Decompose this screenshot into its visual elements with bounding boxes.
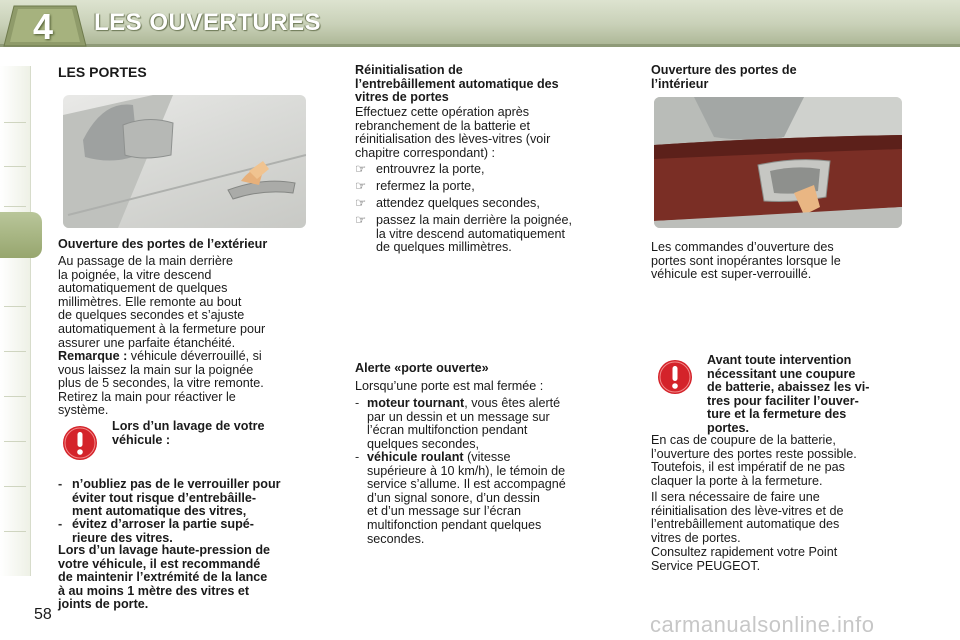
text-line: rieure des vitres. [72,530,173,545]
text-line: de quelques secondes et s’ajuste [58,308,245,323]
text-line: claquer la porte à la fermeture. [651,473,823,488]
text-line: Lors d’un lavage haute-pression de [58,543,271,557]
tab-divider [4,122,26,123]
exterior-heading: Ouverture des portes de l’extérieur [58,237,268,251]
text-line: l’ouverture des portes reste possible. [651,446,857,461]
bullet-marker: - [58,477,63,491]
alert-condition: véhicule roulant [367,450,464,464]
text-line: Les commandes d’ouverture des [651,240,834,254]
bullet-marker: - [355,450,360,464]
text-line: automatiquement à la fermeture pour [58,321,266,336]
alert-condition: moteur tournant [367,396,465,410]
text-line: réinitialisation des lèves-vitres (voir [355,132,551,147]
tab-divider [4,351,26,352]
battery-paragraph [651,434,903,488]
remark-label: Remarque : [58,349,128,363]
tab-divider [4,306,26,307]
text-line: millimètres. Elle remonte au bout [58,294,242,309]
interior-door-photo [654,97,902,228]
text-line: véhicule est super-verrouillé. [651,267,812,282]
battery-warning-title [707,354,903,436]
wash-item [58,518,308,546]
text-line: portes sont inopérantes lorsque le [651,253,841,268]
tab-divider [4,441,26,442]
exterior-handle-illustration [63,95,306,228]
text-line: à au moins 1 mètre des vitres et [58,583,250,598]
pressure-wash-paragraph [58,544,308,612]
text-line: secondes. [367,531,425,546]
interior-heading [651,64,903,91]
alert-item [355,451,605,547]
exterior-door-photo [63,95,306,228]
text-line: réinitialisation des lève-vitres et de [651,503,844,518]
wash-item [58,478,308,518]
text-line: service s’allume. Il est accompagné [367,477,566,492]
text-line: votre véhicule, il est recommandé [58,556,261,571]
text-line: système. [58,403,109,418]
interior-handle-illustration [654,97,902,228]
text-line: par un dessin et un message sur [367,409,550,424]
text-line: la vitre descend automatiquement [376,226,566,241]
warning-icon [657,359,693,395]
pointing-hand-icon: ☞ [355,179,367,193]
reinit-heading [355,64,605,105]
text-line: Retirez la main pour réactiver le [58,389,236,404]
text-line: attendez quelques secondes, [376,196,540,210]
text-line: l’intérieur [651,76,709,91]
alert-heading: Alerte «porte ouverte» [355,361,489,375]
wash-warning-title [112,420,308,447]
text-line: Lors d’un lavage de votre [112,419,265,433]
text-line: et d’un message sur l’écran [367,504,522,519]
step-item [355,163,605,177]
alert-item [355,397,605,453]
text-line: Ouverture des portes de [651,63,797,77]
bullet-marker: - [355,396,360,410]
text-line: l’écran multifonction pendant [367,423,528,438]
text-line: Toutefois, il est impératif de ne pas [651,460,845,475]
section-title: LES PORTES [58,64,147,80]
reinit-paragraph [355,106,605,160]
text-line: Avant toute intervention [707,353,852,367]
text-line: Service PEUGEOT. [651,558,761,573]
chapter-tab-strip [0,66,31,576]
watermark: carmanualsonline.info [650,612,875,637]
text-line: n’oubliez pas de le verrouiller pour [72,477,281,491]
text-line: En cas de coupure de la batterie, [651,433,836,447]
text-line: Effectuez cette opération après [355,105,530,119]
pointing-hand-icon: ☞ [355,196,367,210]
text-line: la poignée, la vitre descend [58,267,212,282]
text-line: , vous êtes alerté [464,396,561,410]
text-line: quelques secondes, [367,436,480,451]
text-line: de maintenir l’extrémité de la lance [58,570,268,585]
text-line: automatiquement de quelques [58,281,228,296]
page-title: LES OUVERTURES [94,9,322,36]
text-line: vitres de portes. [651,530,741,545]
step-item [355,197,605,211]
text-line: passez la main derrière la poignée, [376,213,573,227]
text-line: plus de 5 secondes, la vitre remonte. [58,376,264,391]
text-line: Au passage de la main derrière [58,254,234,268]
text-line: Consultez rapidement votre Point [651,545,838,559]
text-line: nécessitant une coupure [707,366,856,381]
battery-paragraph [651,491,903,545]
alert-intro: Lorsqu’une porte est mal fermée : [355,379,544,393]
text-line: rebranchement de la batterie et [355,118,531,133]
text-line: ment automatique des vitres, [72,504,247,519]
text-line: multifonction pendant quelques [367,517,542,532]
text-line: l’entrebâillement automatique des [651,517,840,532]
text-line: évitez d’arroser la partie supé- [72,517,254,531]
text-line: (vitesse [463,450,511,464]
text-line: d’un signal sonore, d’un dessin [367,490,540,505]
header-divider [0,44,960,47]
exterior-paragraph [58,255,308,350]
interior-paragraph [651,241,903,282]
text-line: véhicule déverrouillé, si [130,349,262,363]
text-line: de quelques millimètres. [376,240,512,255]
bullet-marker: - [58,517,63,531]
text-line: vous laissez la main sur la poignée [58,362,254,377]
step-item [355,180,605,194]
tab-divider [4,206,26,207]
text-line: Il sera nécessaire de faire une [651,490,820,504]
page-number: 58 [34,606,52,623]
text-line: supérieure à 10 km/h), le témoin de [367,463,566,478]
pointing-hand-icon: ☞ [355,213,367,227]
text-line: éviter tout risque d’entrebâille- [72,490,257,505]
text-line: assurer une parfaite étanchéité. [58,335,236,350]
battery-paragraph [651,546,903,573]
chapter-tab-active[interactable] [0,212,42,258]
text-line: de batterie, abaissez les vi- [707,380,870,395]
text-line: tres pour faciliter l’ouver- [707,393,859,408]
text-line: Réinitialisation de [355,63,463,77]
text-line: véhicule : [112,432,171,447]
text-line: entrouvrez la porte, [376,162,485,176]
text-line: chapitre correspondant) : [355,145,496,160]
text-line: vitres de portes [355,90,449,105]
text-line: refermez la porte, [376,179,475,193]
tab-divider [4,486,26,487]
step-item [355,214,605,256]
chapter-number: 4 [32,6,54,47]
text-line: ture et la fermeture des [707,407,847,422]
remark-paragraph [58,350,308,418]
tab-divider [4,166,26,167]
warning-icon [62,425,98,461]
text-line: portes. [707,420,749,435]
tab-divider [4,396,26,397]
text-line: joints de porte. [58,597,149,612]
tab-divider [4,531,26,532]
text-line: l’entrebâillement automatique des [355,76,559,91]
pointing-hand-icon: ☞ [355,162,367,176]
